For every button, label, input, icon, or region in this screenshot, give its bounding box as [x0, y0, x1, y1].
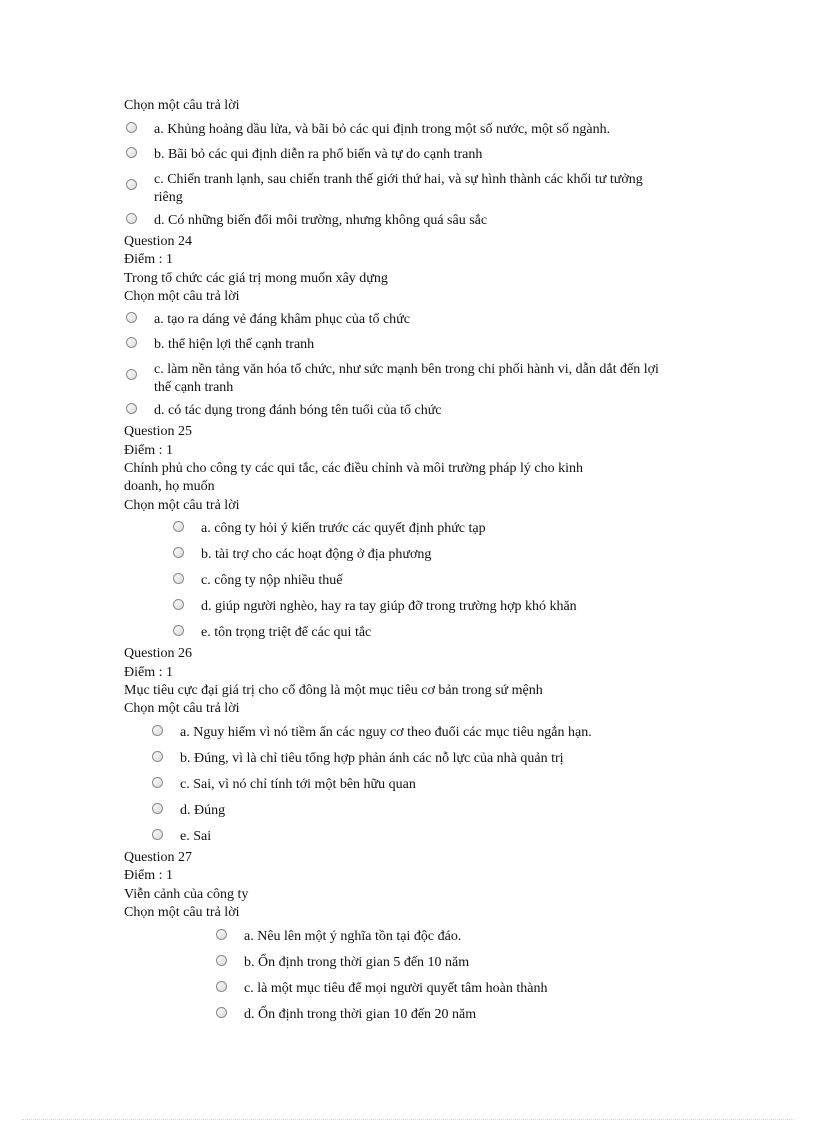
answer-prompt: Chọn một câu trả lời	[124, 289, 240, 304]
question-label: Question 24	[124, 234, 193, 249]
q24-option-d[interactable]	[126, 402, 442, 420]
q25-option-d[interactable]	[173, 598, 577, 616]
q23-option-a[interactable]	[126, 121, 610, 139]
question-points: Điểm : 1	[124, 868, 173, 883]
radio-button[interactable]	[126, 213, 137, 224]
answer-prompt: Chọn một câu trả lời	[124, 98, 240, 113]
question-label: Question 25	[124, 424, 193, 439]
q26-option-d[interactable]	[152, 802, 225, 820]
radio-button[interactable]	[126, 312, 137, 323]
q27-option-c[interactable]	[216, 980, 547, 998]
radio-button[interactable]	[126, 122, 137, 133]
q27-option-d[interactable]	[216, 1006, 476, 1024]
q25-option-a[interactable]	[173, 520, 486, 538]
q24-option-c[interactable]	[126, 361, 679, 397]
q25-option-c[interactable]	[173, 572, 343, 590]
radio-button[interactable]	[173, 573, 184, 584]
q25-option-b[interactable]	[173, 546, 431, 564]
q26-option-e[interactable]	[152, 828, 211, 846]
option-label: c. công ty nộp nhiều thuế	[201, 573, 343, 588]
option-label: c. làm nền tảng văn hóa tổ chức, như sức mạnh bên trong chi phối hành vi, dẫn dắt đến lợi thế cạnh tranh	[154, 362, 659, 395]
radio-button[interactable]	[152, 829, 163, 840]
q27-option-b[interactable]	[216, 954, 469, 972]
q24-option-a[interactable]	[126, 311, 410, 329]
option-label: a. công ty hỏi ý kiến trước các quyết định phức tạp	[201, 521, 486, 536]
q23-option-c[interactable]	[126, 171, 664, 207]
radio-button[interactable]	[173, 521, 184, 532]
answer-prompt: Chọn một câu trả lời	[124, 701, 240, 716]
radio-button[interactable]	[152, 725, 163, 736]
option-label: b. thể hiện lợi thế cạnh tranh	[154, 337, 315, 352]
radio-button[interactable]	[173, 547, 184, 558]
radio-button[interactable]	[216, 929, 227, 940]
radio-button[interactable]	[126, 369, 137, 380]
radio-button[interactable]	[152, 777, 163, 788]
page-bottom-divider	[22, 1119, 794, 1120]
radio-button[interactable]	[126, 403, 137, 414]
option-label: a. tạo ra dáng vẻ đáng khâm phục của tổ chức	[154, 312, 410, 327]
option-label: a. Nguy hiểm vì nó tiềm ẩn các nguy cơ theo đuổi các mục tiêu ngắn hạn.	[180, 725, 592, 740]
question-points: Điểm : 1	[124, 443, 173, 458]
radio-button[interactable]	[126, 147, 137, 158]
q26-option-b[interactable]	[152, 750, 564, 768]
q23-option-b[interactable]	[126, 146, 482, 164]
option-label: a. Nêu lên một ý nghĩa tồn tại độc đáo.	[244, 929, 462, 944]
radio-button[interactable]	[216, 955, 227, 966]
question-label: Question 26	[124, 646, 193, 661]
option-label: d. Đúng	[180, 803, 226, 818]
option-label: b. Đúng, vì là chỉ tiêu tổng hợp phản ánh các nỗ lực của nhà quản trị	[180, 751, 564, 766]
question-text-continued: doanh, họ muốn	[124, 479, 215, 494]
radio-button[interactable]	[216, 1007, 227, 1018]
question-text: Chính phủ cho công ty các qui tắc, các điều chỉnh và môi trường pháp lý cho kinh	[124, 461, 583, 476]
radio-button[interactable]	[216, 981, 227, 992]
radio-button[interactable]	[152, 803, 163, 814]
q26-option-c[interactable]	[152, 776, 416, 794]
q24-option-b[interactable]	[126, 336, 314, 354]
question-points: Điểm : 1	[124, 665, 173, 680]
option-label: a. Khủng hoảng dầu lửa, và bãi bỏ các qui định trong một số nước, một số ngành.	[154, 122, 611, 137]
option-label: d. Ổn định trong thời gian 10 đến 20 năm	[244, 1007, 477, 1022]
radio-button[interactable]	[173, 625, 184, 636]
option-label: e. tôn trọng triệt để các qui tắc	[201, 625, 372, 640]
q25-option-e[interactable]	[173, 624, 371, 642]
option-label: e. Sai	[180, 829, 212, 844]
option-label: b. Ổn định trong thời gian 5 đến 10 năm	[244, 955, 470, 970]
question-text: Viễn cảnh của công ty	[124, 887, 249, 902]
q26-option-a[interactable]	[152, 724, 592, 742]
q23-option-d[interactable]	[126, 212, 487, 230]
option-label: d. có tác dụng trong đánh bóng tên tuổi của tổ chức	[154, 403, 442, 418]
question-text: Mục tiêu cực đại giá trị cho cổ đông là một mục tiêu cơ bản trong sứ mệnh	[124, 683, 543, 698]
option-label: c. Sai, vì nó chỉ tính tới một bên hữu quan	[180, 777, 416, 792]
question-text: Trong tổ chức các giá trị mong muốn xây dựng	[124, 271, 388, 286]
radio-button[interactable]	[152, 751, 163, 762]
answer-prompt: Chọn một câu trả lời	[124, 498, 240, 513]
answer-prompt: Chọn một câu trả lời	[124, 905, 240, 920]
radio-button[interactable]	[126, 179, 137, 190]
radio-button[interactable]	[126, 337, 137, 348]
option-label: d. Có những biến đổi môi trường, nhưng không quá sâu sắc	[154, 213, 488, 228]
option-label: d. giúp người nghèo, hay ra tay giúp đỡ trong trường hợp khó khăn	[201, 599, 577, 614]
option-label: b. tài trợ cho các hoạt động ở địa phương	[201, 547, 432, 562]
option-label: c. Chiến tranh lạnh, sau chiến tranh thế giới thứ hai, và sự hình thành các khối tư tưởng riêng	[154, 172, 643, 205]
q27-option-a[interactable]	[216, 928, 461, 946]
question-points: Điểm : 1	[124, 252, 173, 267]
option-label: b. Bãi bỏ các qui định diễn ra phổ biến và tự do cạnh tranh	[154, 147, 483, 162]
option-label: c. là một mục tiêu để mọi người quyết tâm hoàn thành	[244, 981, 548, 996]
question-label: Question 27	[124, 850, 193, 865]
radio-button[interactable]	[173, 599, 184, 610]
